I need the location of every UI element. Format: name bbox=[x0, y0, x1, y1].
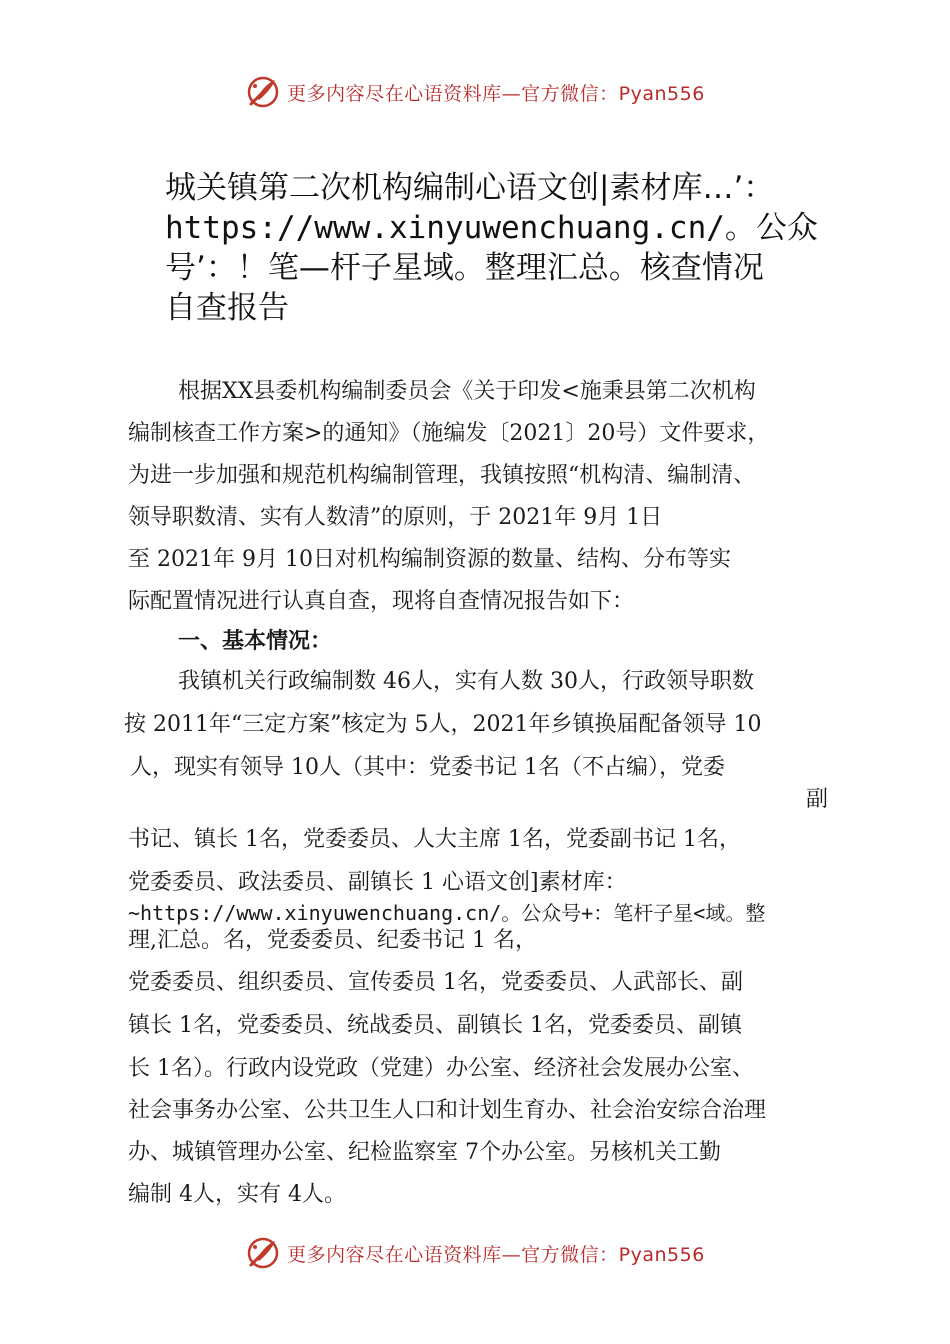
banner-text: 更多内容尽在心语资料库—官方微信： bbox=[287, 1243, 619, 1266]
body-line: 领导职数清、实有人数清”的原则，于 2021年 9月 1日 bbox=[128, 505, 663, 530]
body-line: 人，现实有领导 10人（其中：党委书记 1名（不占编），党委 bbox=[130, 755, 725, 780]
body-line: 社会事务办公室、公共卫生人口和计划生育办、社会治安综合治理 bbox=[128, 1098, 767, 1123]
body-line: 编制 4人，实有 4人。 bbox=[128, 1182, 346, 1207]
footer-watermark-banner bbox=[0, 1233, 950, 1273]
body-line: 办、城镇管理办公室、纪检监察室 7个办公室。另核机关工勤 bbox=[128, 1140, 721, 1165]
body-line: 编制核查工作方案>的通知》（施编发〔2021〕20号）文件要求， bbox=[128, 421, 770, 446]
title-line-2: https://www.xinyuwenchuang.cn/。公众 bbox=[165, 210, 818, 246]
body-line: 为进一步加强和规范机构编制管理，我镇按照“机构清、编制清、 bbox=[128, 463, 756, 488]
banner-wechat-id: Pyan556 bbox=[618, 82, 705, 105]
body-line-fragment: 副 bbox=[806, 787, 829, 812]
body-line: ~https://www.xinyuwenchuang.cn/。公众号+：笔杆子星<域。整 bbox=[128, 901, 766, 925]
body-line: 理,汇总。名，党委委员、纪委书记 1 名， bbox=[128, 928, 537, 953]
body-line: 我镇机关行政编制数 46人，实有人数 30人，行政领导职数 bbox=[178, 669, 754, 694]
body-line: 至 2021年 9月 10日对机构编制资源的数量、结构、分布等实 bbox=[128, 547, 731, 572]
banner-wechat-id: Pyan556 bbox=[618, 1243, 705, 1266]
body-line: 际配置情况进行认真自查，现将自查情况报告如下： bbox=[128, 589, 635, 614]
title-line-4: 自查报告 bbox=[165, 290, 289, 326]
section-heading: 一、基本情况： bbox=[178, 629, 333, 654]
body-line: 党委委员、政法委员、副镇长 1 心语文创]素材库： bbox=[128, 870, 627, 895]
body-line: 镇长 1名，党委委员、统战委员、副镇长 1名，党委委员、副镇 bbox=[128, 1013, 742, 1038]
body-line: 书记、镇长 1名，党委委员、人大主席 1名，党委副书记 1名， bbox=[128, 827, 741, 852]
body-line: 党委委员、组织委员、宣传委员 1名，党委委员、人武部长、副 bbox=[128, 970, 743, 995]
title-line-3: 号’：！笔—杆子星域。整理汇总。核查情况 bbox=[165, 250, 764, 286]
body-line: 长 1名）。行政内设党政（党建）办公室、经济社会发展办公室、 bbox=[128, 1056, 754, 1081]
body-line: 根据XX县委机构编制委员会《关于印发<施秉县第二次机构 bbox=[178, 379, 756, 404]
quill-logo-icon bbox=[245, 1235, 281, 1271]
body-line: 按 2011年“三定方案”核定为 5人，2021年乡镇换届配备领导 10 bbox=[124, 712, 762, 737]
banner-text: 更多内容尽在心语资料库—官方微信： bbox=[287, 82, 619, 105]
title-line-1: 城关镇第二次机构编制心语文创|素材库…’： bbox=[165, 170, 775, 206]
